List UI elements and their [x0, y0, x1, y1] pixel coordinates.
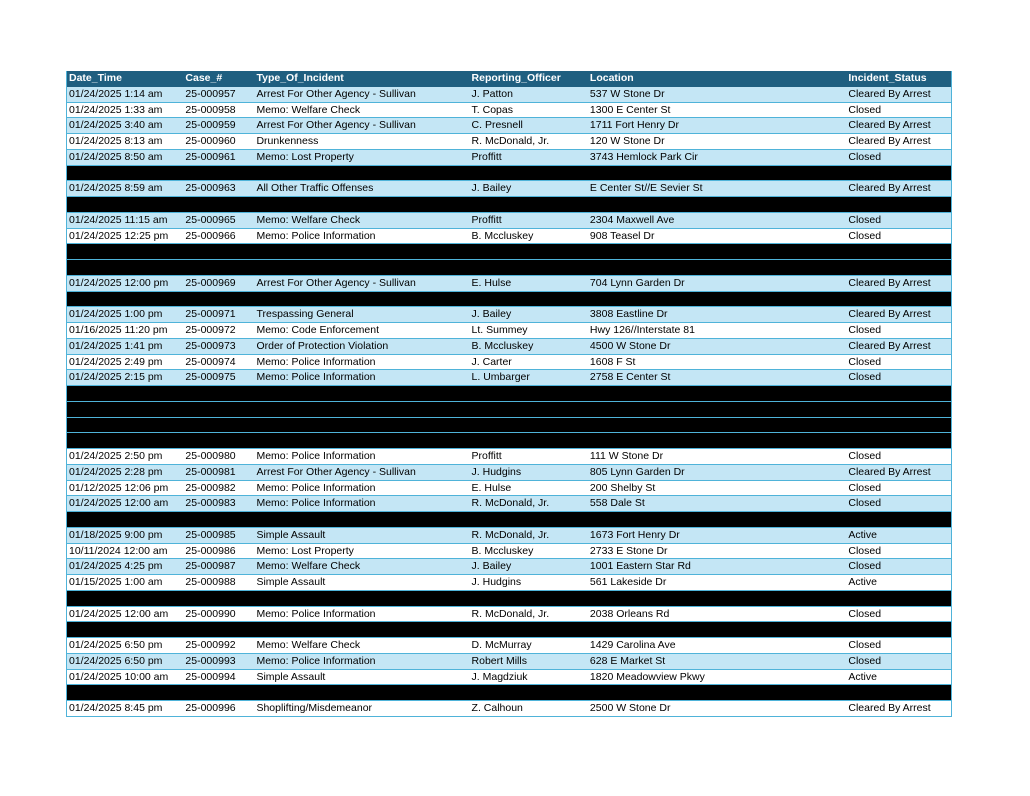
officer-cell [470, 260, 588, 275]
case-number-cell [183, 166, 254, 181]
date-time-cell: 01/24/2025 8:59 am [69, 182, 163, 195]
case-number-cell: 25-000987 [185, 560, 236, 573]
status-cell: Closed [848, 450, 882, 462]
status-cell: Closed [848, 150, 882, 163]
table-row [67, 449, 951, 465]
table-row [67, 528, 951, 544]
date-time-cell [67, 622, 183, 637]
redacted-row [67, 260, 951, 276]
date-time-cell [67, 418, 183, 433]
table-row [67, 575, 951, 591]
redacted-row [67, 386, 951, 402]
location-cell: 908 Teasel Dr [589, 229, 655, 242]
status-cell [846, 260, 951, 275]
status-cell: Cleared By Arrest [848, 465, 931, 478]
status-cell: Closed [848, 213, 882, 226]
date-time-cell [67, 591, 183, 606]
officer-cell: C. Presnell [471, 119, 523, 132]
date-time-cell: 01/24/2025 3:40 am [69, 119, 163, 132]
date-time-cell: 10/11/2024 12:00 am [69, 544, 168, 557]
redacted-row [67, 685, 951, 701]
table-row [67, 134, 951, 150]
status-cell: Cleared By Arrest [848, 119, 931, 132]
officer-cell: B. Mccluskey [471, 544, 534, 557]
officer-cell: R. McDonald, Jr. [471, 607, 550, 620]
header-case-number: Case_# [185, 72, 223, 84]
location-cell: 1300 E Center St [589, 103, 671, 116]
table-row [67, 465, 951, 481]
status-cell: Closed [848, 497, 882, 510]
status-cell [846, 166, 951, 181]
officer-cell: Robert Mills [471, 654, 527, 667]
table-row [67, 339, 951, 355]
status-cell: Closed [848, 229, 882, 242]
location-cell [588, 244, 846, 259]
redacted-row [67, 244, 951, 260]
officer-cell: D. McMurray [471, 639, 532, 651]
officer-cell: J. Bailey [471, 560, 512, 573]
case-number-cell [183, 244, 254, 259]
location-cell [588, 260, 846, 275]
status-cell [846, 292, 951, 307]
officer-cell [470, 622, 588, 637]
table-row [67, 701, 951, 717]
table-row [67, 181, 951, 197]
case-number-cell [183, 591, 254, 606]
case-number-cell [183, 685, 254, 700]
table-row [67, 118, 951, 134]
case-number-cell: 25-000994 [185, 670, 236, 683]
date-time-cell: 01/24/2025 4:25 pm [69, 560, 163, 573]
case-number-cell: 25-000981 [185, 465, 236, 478]
status-cell: Cleared By Arrest [848, 87, 931, 100]
location-cell: 628 E Market St [589, 654, 666, 667]
incident-type-cell: Memo: Police Information [256, 371, 376, 384]
incident-type-cell [254, 244, 469, 259]
case-number-cell: 25-000982 [185, 481, 236, 494]
case-number-cell: 25-000972 [185, 324, 236, 336]
status-cell: Closed [848, 560, 882, 573]
case-number-cell: 25-000960 [185, 135, 236, 147]
redacted-row [67, 197, 951, 213]
status-cell: Closed [848, 607, 882, 620]
case-number-cell [183, 386, 254, 401]
case-number-cell [183, 512, 254, 527]
redacted-row [67, 591, 951, 607]
incident-type-cell: Simple Assault [256, 528, 326, 541]
case-number-cell: 25-000992 [185, 639, 236, 651]
officer-cell: J. Bailey [471, 182, 512, 195]
redacted-row [67, 622, 951, 638]
case-number-cell: 25-000983 [185, 497, 236, 510]
location-cell: 2758 E Center St [589, 371, 671, 384]
officer-cell [470, 197, 588, 212]
incident-type-cell: Drunkenness [256, 135, 319, 147]
status-cell: Closed [848, 654, 882, 667]
incident-type-cell: Memo: Police Information [256, 497, 376, 510]
date-time-cell: 01/18/2025 9:00 pm [69, 528, 163, 541]
case-number-cell: 25-000961 [185, 150, 236, 163]
status-cell [846, 433, 951, 448]
case-number-cell [183, 622, 254, 637]
case-number-cell: 25-000986 [185, 544, 236, 557]
status-cell: Active [848, 670, 877, 683]
date-time-cell: 01/24/2025 11:15 am [69, 213, 168, 226]
officer-cell: Proffitt [471, 213, 502, 226]
officer-cell: L. Umbarger [471, 371, 530, 384]
location-cell: 111 W Stone Dr [589, 450, 664, 462]
location-cell: 1001 Eastern Star Rd [589, 560, 691, 573]
date-time-cell: 01/24/2025 1:00 pm [69, 308, 163, 321]
location-cell: 2500 W Stone Dr [589, 702, 671, 714]
location-cell: 1673 Fort Henry Dr [589, 528, 680, 541]
location-cell: 558 Dale St [589, 497, 645, 510]
date-time-cell: 01/24/2025 12:00 pm [69, 276, 169, 289]
location-cell [588, 386, 846, 401]
location-cell [588, 512, 846, 527]
header-date-time: Date_Time [69, 72, 122, 84]
status-cell: Cleared By Arrest [848, 135, 931, 147]
location-cell: 1429 Carolina Ave [589, 639, 676, 651]
incident-type-cell [254, 292, 469, 307]
incident-type-cell: Simple Assault [256, 670, 326, 683]
status-cell [846, 591, 951, 606]
table-row [67, 307, 951, 323]
incident-type-cell: Memo: Police Information [256, 229, 376, 242]
redacted-row [67, 418, 951, 434]
table-row [67, 559, 951, 575]
incident-type-cell: Memo: Police Information [256, 450, 376, 462]
status-cell: Active [848, 528, 877, 541]
status-cell [846, 402, 951, 417]
incident-table [66, 71, 952, 717]
location-cell: E Center St//E Sevier St [589, 182, 703, 195]
case-number-cell [183, 433, 254, 448]
date-time-cell [67, 433, 183, 448]
incident-type-cell [254, 418, 469, 433]
status-cell: Cleared By Arrest [848, 702, 931, 714]
incident-type-cell: Memo: Police Information [256, 607, 376, 620]
officer-cell: J. Hudgins [471, 576, 522, 588]
location-cell [588, 402, 846, 417]
date-time-cell: 01/24/2025 12:00 am [69, 607, 169, 620]
date-time-cell [67, 244, 183, 259]
incident-type-cell [254, 197, 469, 212]
officer-cell: J. Hudgins [471, 465, 522, 478]
location-cell [588, 685, 846, 700]
location-cell [588, 197, 846, 212]
incident-type-cell: Arrest For Other Agency - Sullivan [256, 119, 416, 132]
redacted-row [67, 402, 951, 418]
date-time-cell [67, 685, 183, 700]
status-cell: Closed [848, 639, 882, 651]
incident-type-cell: Trespassing General [256, 308, 354, 321]
location-cell: 537 W Stone Dr [589, 87, 665, 100]
table-row [67, 103, 951, 119]
status-cell: Closed [848, 371, 882, 384]
status-cell: Closed [848, 481, 882, 494]
location-cell: 3743 Hemlock Park Cir [589, 150, 698, 163]
location-cell [588, 591, 846, 606]
location-cell: 120 W Stone Dr [589, 135, 665, 147]
case-number-cell: 25-000973 [185, 339, 236, 352]
location-cell: 1711 Fort Henry Dr [589, 119, 680, 132]
date-time-cell [67, 386, 183, 401]
officer-cell [470, 166, 588, 181]
table-row [67, 150, 951, 166]
location-cell: Hwy 126//Interstate 81 [589, 324, 695, 336]
status-cell: Active [848, 576, 877, 588]
case-number-cell: 25-000996 [185, 702, 236, 714]
table-row [67, 496, 951, 512]
table-row [67, 544, 951, 560]
date-time-cell: 01/24/2025 1:33 am [69, 103, 163, 116]
case-number-cell [183, 197, 254, 212]
table-body [67, 87, 951, 717]
date-time-cell: 01/24/2025 8:45 pm [69, 702, 163, 714]
case-number-cell [183, 260, 254, 275]
status-cell [846, 622, 951, 637]
date-time-cell [67, 166, 183, 181]
table-row [67, 323, 951, 339]
incident-type-cell [254, 622, 469, 637]
incident-type-cell [254, 402, 469, 417]
case-number-cell: 25-000957 [185, 87, 236, 100]
location-cell [588, 433, 846, 448]
status-cell [846, 512, 951, 527]
officer-cell: R. McDonald, Jr. [471, 135, 550, 147]
location-cell: 1820 Meadowview Pkwy [589, 670, 705, 683]
incident-type-cell [254, 685, 469, 700]
header-type-of-incident: Type_Of_Incident [256, 72, 344, 84]
case-number-cell: 25-000985 [185, 528, 236, 541]
status-cell [846, 418, 951, 433]
incident-type-cell: Arrest For Other Agency - Sullivan [256, 276, 416, 289]
incident-type-cell: Memo: Welfare Check [256, 213, 361, 226]
officer-cell [470, 433, 588, 448]
case-number-cell: 25-000975 [185, 371, 236, 384]
location-cell: 704 Lynn Garden Dr [589, 276, 685, 289]
table-row [67, 638, 951, 654]
incident-type-cell: Memo: Police Information [256, 654, 376, 667]
case-number-cell: 25-000971 [185, 308, 236, 321]
location-cell: 2733 E Stone Dr [589, 544, 668, 557]
header-reporting-officer: Reporting_Officer [471, 72, 561, 84]
date-time-cell [67, 260, 183, 275]
officer-cell: J. Patton [471, 87, 513, 100]
location-cell: 200 Shelby St [589, 481, 656, 494]
incident-type-cell: Simple Assault [256, 576, 326, 588]
date-time-cell [67, 402, 183, 417]
officer-cell: Proffitt [471, 150, 502, 163]
officer-cell: Z. Calhoun [471, 702, 523, 714]
incident-type-cell [254, 591, 469, 606]
location-cell: 2304 Maxwell Ave [589, 213, 675, 226]
case-number-cell: 25-000965 [185, 213, 236, 226]
incident-type-cell: Memo: Lost Property [256, 150, 354, 163]
incident-type-cell: Arrest For Other Agency - Sullivan [256, 465, 416, 478]
status-cell [846, 244, 951, 259]
status-cell: Closed [848, 544, 882, 557]
case-number-cell [183, 418, 254, 433]
header-location: Location [589, 72, 634, 84]
officer-cell: B. Mccluskey [471, 229, 534, 242]
location-cell: 4500 W Stone Dr [589, 339, 671, 352]
location-cell [588, 622, 846, 637]
status-cell: Cleared By Arrest [848, 182, 931, 195]
incident-type-cell: Memo: Welfare Check [256, 560, 361, 573]
officer-cell: Lt. Summey [471, 324, 528, 336]
location-cell: 1608 F St [589, 355, 636, 368]
status-cell: Closed [848, 324, 882, 336]
incident-type-cell [254, 166, 469, 181]
header-incident-status: Incident_Status [848, 72, 927, 84]
table-row [67, 670, 951, 686]
status-cell [846, 685, 951, 700]
redacted-row [67, 512, 951, 528]
case-number-cell [183, 292, 254, 307]
table-row [67, 355, 951, 371]
incident-type-cell: All Other Traffic Offenses [256, 182, 374, 195]
officer-cell: Proffitt [471, 450, 502, 462]
status-cell: Cleared By Arrest [848, 308, 931, 321]
incident-type-cell: Order of Protection Violation [256, 339, 389, 352]
date-time-cell: 01/24/2025 6:50 pm [69, 639, 163, 651]
date-time-cell [67, 197, 183, 212]
redacted-row [67, 166, 951, 182]
date-time-cell: 01/24/2025 12:25 pm [69, 229, 169, 242]
case-number-cell: 25-000958 [185, 103, 236, 116]
officer-cell [470, 512, 588, 527]
incident-type-cell [254, 386, 469, 401]
table-header [67, 71, 951, 87]
date-time-cell: 01/12/2025 12:06 pm [69, 481, 169, 494]
date-time-cell: 01/24/2025 2:50 pm [69, 450, 163, 462]
date-time-cell: 01/24/2025 1:14 am [69, 87, 163, 100]
location-cell [588, 292, 846, 307]
date-time-cell: 01/24/2025 1:41 pm [69, 339, 163, 352]
officer-cell: R. McDonald, Jr. [471, 497, 550, 510]
officer-cell [470, 418, 588, 433]
officer-cell: J. Bailey [471, 308, 512, 321]
location-cell: 561 Lakeside Dr [589, 576, 667, 588]
case-number-cell [183, 402, 254, 417]
date-time-cell: 01/16/2025 11:20 pm [69, 324, 168, 336]
status-cell [846, 197, 951, 212]
redacted-row [67, 433, 951, 449]
case-number-cell: 25-000966 [185, 229, 236, 242]
status-cell: Closed [848, 103, 882, 116]
date-time-cell: 01/24/2025 10:00 am [69, 670, 169, 683]
officer-cell [470, 292, 588, 307]
incident-type-cell: Memo: Lost Property [256, 544, 354, 557]
status-cell: Closed [848, 355, 882, 368]
status-cell: Cleared By Arrest [848, 276, 931, 289]
table-row [67, 213, 951, 229]
case-number-cell: 25-000974 [185, 355, 236, 368]
officer-cell: R. McDonald, Jr. [471, 528, 550, 541]
officer-cell [470, 386, 588, 401]
date-time-cell: 01/24/2025 8:50 am [69, 150, 163, 163]
incident-type-cell [254, 260, 469, 275]
date-time-cell: 01/15/2025 1:00 am [69, 576, 163, 588]
location-cell: 2038 Orleans Rd [589, 607, 670, 620]
officer-cell [470, 244, 588, 259]
case-number-cell: 25-000959 [185, 119, 236, 132]
table-row [67, 229, 951, 245]
table-row [67, 607, 951, 623]
officer-cell [470, 685, 588, 700]
officer-cell: T. Copas [471, 103, 513, 116]
case-number-cell: 25-000980 [185, 450, 236, 462]
date-time-cell [67, 512, 183, 527]
location-cell [588, 418, 846, 433]
table-row [67, 481, 951, 497]
status-cell [846, 386, 951, 401]
case-number-cell: 25-000993 [185, 654, 236, 667]
case-number-cell: 25-000990 [185, 607, 236, 620]
officer-cell: J. Carter [471, 355, 512, 368]
incident-type-cell: Shoplifting/Misdemeanor [256, 702, 373, 714]
incident-type-cell: Memo: Code Enforcement [256, 324, 380, 336]
location-cell: 3808 Eastline Dr [589, 308, 668, 321]
incident-type-cell [254, 512, 469, 527]
officer-cell: E. Hulse [471, 481, 512, 494]
date-time-cell: 01/24/2025 12:00 am [69, 497, 169, 510]
incident-type-cell: Memo: Police Information [256, 355, 376, 368]
incident-type-cell: Memo: Police Information [256, 481, 376, 494]
officer-cell: E. Hulse [471, 276, 512, 289]
officer-cell: J. Magdziuk [471, 670, 528, 683]
incident-type-cell: Memo: Welfare Check [256, 103, 361, 116]
date-time-cell: 01/24/2025 2:28 pm [69, 465, 163, 478]
incident-type-cell [254, 433, 469, 448]
table-row [67, 276, 951, 292]
date-time-cell: 01/24/2025 6:50 pm [69, 654, 163, 667]
table-row [67, 654, 951, 670]
incident-type-cell: Arrest For Other Agency - Sullivan [256, 87, 416, 100]
officer-cell: B. Mccluskey [471, 339, 534, 352]
status-cell: Cleared By Arrest [848, 339, 931, 352]
case-number-cell: 25-000963 [185, 182, 236, 195]
case-number-cell: 25-000988 [185, 576, 236, 588]
location-cell [588, 166, 846, 181]
date-time-cell: 01/24/2025 2:15 pm [69, 371, 163, 384]
date-time-cell: 01/24/2025 2:49 pm [69, 355, 163, 368]
officer-cell [470, 402, 588, 417]
redacted-row [67, 292, 951, 308]
case-number-cell: 25-000969 [185, 276, 236, 289]
table-row [67, 370, 951, 386]
date-time-cell [67, 292, 183, 307]
location-cell: 805 Lynn Garden Dr [589, 465, 685, 478]
date-time-cell: 01/24/2025 8:13 am [69, 135, 163, 147]
table-row [67, 87, 951, 103]
officer-cell [470, 591, 588, 606]
incident-type-cell: Memo: Welfare Check [256, 639, 361, 651]
